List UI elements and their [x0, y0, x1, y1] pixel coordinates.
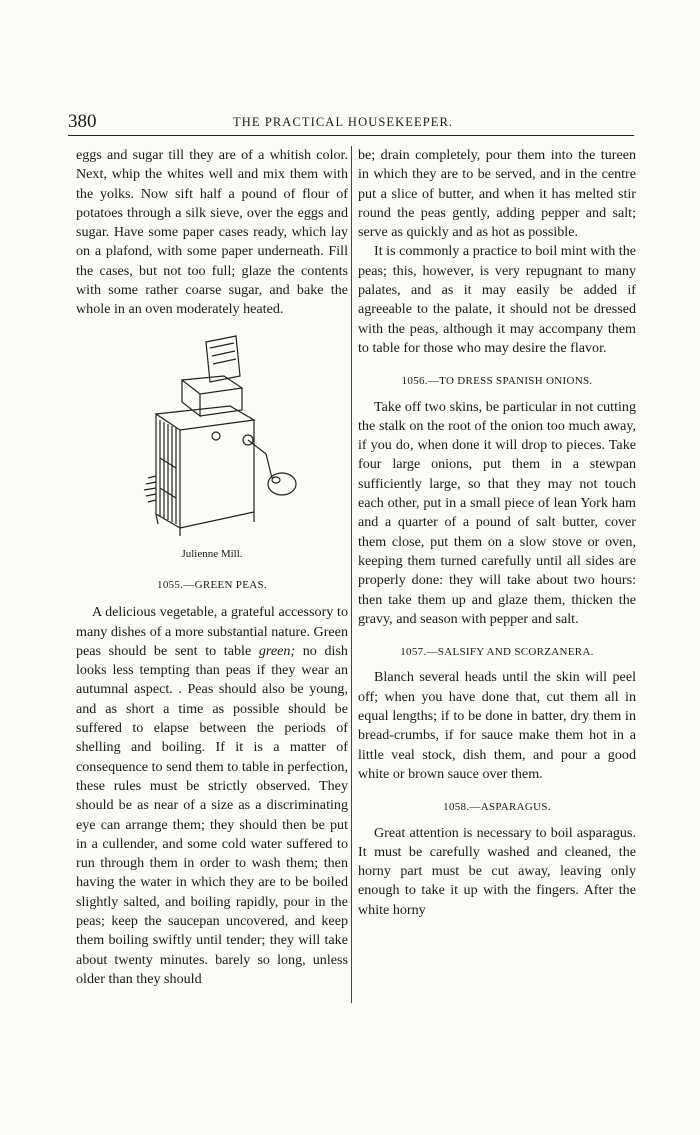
- section-heading-1055: 1055.—GREEN PEAS.: [157, 578, 267, 591]
- running-title: THE PRACTICAL HOUSEKEEPER.: [233, 115, 454, 129]
- julienne-mill-figure: [76, 328, 348, 543]
- figure-caption: Julienne Mill.: [181, 547, 243, 560]
- paragraph-mint: It is commonly a practice to boil mint with the peas; this, however, is very repugnant to many palates, and as it may easily be added if agreeable to the palate, it should not be dressed with the peas, although it may accompany them to table for those who may desire the flavor.: [358, 243, 636, 356]
- paragraph-peas-continued: be; drain completely, pour them into the tureen in which they are to be served, and in the centre put a slice of butter, and when it has melted stir round the peas gently, adding pepper and salt; serve as quickly and as hot as possible.: [358, 147, 636, 241]
- section-heading-1058: 1058.—ASPARAGUS.: [443, 801, 551, 814]
- column-divider: [351, 146, 352, 1003]
- left-column: [76, 146, 348, 989]
- section-heading-1057: 1057.—SALSIFY AND SCORZANERA.: [400, 646, 594, 659]
- paragraph-green-peas-part2: no dish looks less tempting than peas if they wear an autumnal aspect. . Peas should also be young, and as short a time as possible should be suffered to elapse between the periods of shelling and boiling. If it is a matter of consequence to send them to table in perfection, these rules must be strictly observed. They should be as near of a size as a discriminating eye can arrange them; they should then be put in a cullender, and some cold water suffered to run through them in order to wash them; then having the water in which they are to be boiled slightly salted, and boiling rapidly, pour in the peas; keep the saucepan uncovered, and keep them boiling swiftly until tender; they will take about twenty minutes. barely so long, unless older than they should: [76, 642, 348, 987]
- julienne-mill-illustration: [76, 328, 348, 543]
- paragraph-green-peas-part1: A delicious vegetable, a grateful accessory to many dishes of a more substantial nature. Green peas should be sent to table: [76, 604, 348, 659]
- right-column: [358, 146, 636, 920]
- paragraph-salsify: Blanch several heads until the skin will peel off; when you have done that, cut them all in equal lengths; if to be done in batter, dry them in bread-crumbs, if for sauce make them hot in a little veal stock, dish them, and pour a good white or brown sauce over them.: [358, 669, 636, 782]
- paragraph-green-peas: [76, 603, 348, 989]
- paragraph-asparagus: Great attention is necessary to boil asparagus. It must be carefully washed and cleaned, the horny part must be cut away, leaving only enough to take it up with the fingers. After the white horny: [358, 824, 636, 918]
- section-heading-1056: 1056.—TO DRESS SPANISH ONIONS.: [401, 375, 593, 388]
- page-header: [68, 111, 634, 136]
- paragraph-eggs-continued: eggs and sugar till they are of a whitish color. Next, whip the whites well and mix them with the yolks. Now sift half a pound of flour of potatoes through a silk sieve, over the eggs and sugar. Have some paper cases ready, which lay on a plafond, with some paper underneath. Fill the cases, but not too full; glaze the contents with some rather coarse sugar, and bake the whole in an oven moderately heated.: [76, 147, 348, 318]
- emphasis-green: green;: [258, 642, 296, 659]
- page-number: 380: [68, 111, 97, 132]
- paragraph-spanish-onions: Take off two skins, be particular in not cutting the stalk on the root of the onion too much away, if you do, when done it will drop to pieces. Take four large onions, put them in a stewpan sufficiently large, so that they may not touch each other, put in a small piece of lean York ham and a quarter of a pound of salt butter, cover them close, put them on a slow stove or oven, keeping them turned carefully until all sides are properly done: they will take about two hours: then take them up and glaze them, thicken the gravy, and season with pepper and salt.: [358, 398, 636, 627]
